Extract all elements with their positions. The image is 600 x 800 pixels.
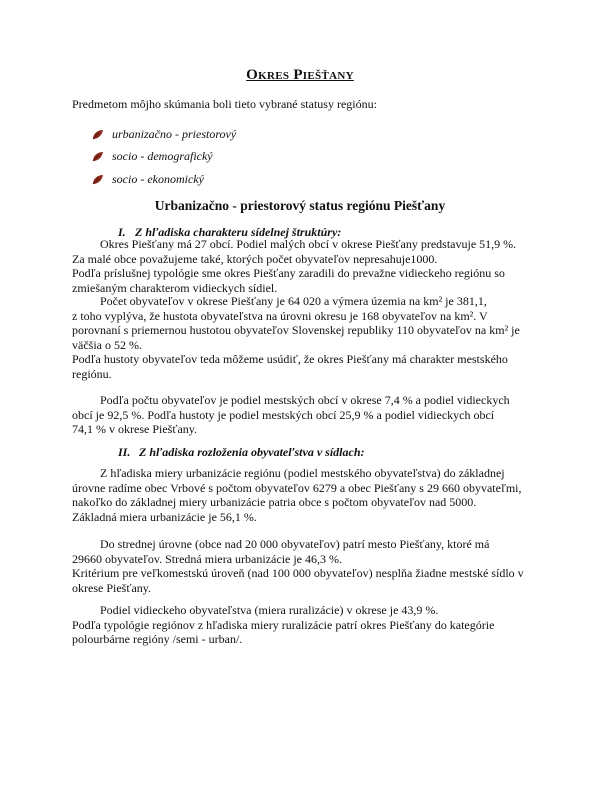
subsection-title: Z hľadiska rozloženia obyvateľstva v sídlach: — [139, 445, 365, 459]
bullet-text: urbanizačno - priestorový — [112, 126, 237, 141]
subsection-number: II. — [118, 445, 131, 459]
list-item — [92, 168, 236, 191]
list-item — [92, 123, 236, 146]
status-list — [92, 123, 236, 191]
leaf-bullet-icon — [92, 151, 104, 162]
intro-text: Predmetom môjho skúmania boli tieto vybrané statusy regiónu: — [72, 97, 377, 111]
subsection-heading-2 — [118, 445, 365, 460]
leaf-bullet-icon — [92, 129, 104, 140]
paragraph-6: Podiel vidieckeho obyvateľstva (miera ruralizácie) v okrese je 43,9 %. Podľa typológie regiónov z hľadiska miery ruralizácie patrí okres Piešťany do kategórie polourbárne regióny /semi - urban/. — [72, 603, 495, 647]
document-title: Okres Piešťany — [246, 67, 354, 83]
subsection-title: Z hľadiska charakteru sídelnej štruktúry: — [135, 225, 342, 239]
subsection-number: I. — [118, 225, 126, 239]
paragraph-4: Z hľadiska miery urbanizácie regiónu (podiel mestského obyvateľstva) do základnej úrovne radíme obec Vrbové s počtom obyvateľov 6279 a obec Piešťany s 29 660 obyvateľmi, nakoľko do základnej miery urbanizácie patria obce s počtom obyvateľov nad 5000. Základná miera urbanizácie je 56,1 %. — [72, 466, 522, 524]
paragraph-2: Počet obyvateľov v okrese Piešťany je 64 020 a výmera územia na km² je 381,1, z toho vyplýva, že hustota obyvateľstva na úrovni okresu je 168 obyvateľov na km². V porovnaní s priemernou hustotou obyvateľov Slovenskej republiky 110 obyvateľov na km² je väčšia o 52 %. Podľa hustoty obyvateľov teda môžeme usúdiť, že okres Piešťany má charakter mestského regiónu. — [72, 294, 520, 381]
section-heading: Urbanizačno - priestorový status regiónu Piešťany — [154, 198, 446, 213]
paragraph-1: Okres Piešťany má 27 obcí. Podiel malých obcí v okrese Piešťany predstavuje 51,9 %. Za malé obce považujeme také, ktorých počet obyvateľov nepresahuje1000. Podľa príslušnej typológie sme okres Piešťany zaradili do prevažne vidieckeho regiónu so zmiešaným charakterom vidieckych sídiel. — [72, 237, 517, 295]
leaf-bullet-icon — [92, 174, 104, 185]
paragraph-5: Do strednej úrovne (obce nad 20 000 obyvateľov) patrí mesto Piešťany, ktoré má 29660 obyvateľov. Stredná miera urbanizácie je 46,3 %. Kritérium pre veľkomestskú úroveň (nad 100 000 obyvateľov) nesplňa žiadne mestské sídlo v okrese Piešťany. — [72, 537, 524, 595]
paragraph-3: Podľa počtu obyvateľov je podiel mestských obcí v okrese 7,4 % a podiel vidieckych obcí je 92,5 %. Podľa hustoty je podiel mestských obcí 25,9 % a podiel vidieckych obcí 74,1 % v okrese Piešťany. — [72, 393, 510, 437]
list-item — [92, 146, 236, 169]
bullet-text: socio - ekonomický — [112, 171, 204, 186]
bullet-text: socio - demografický — [112, 149, 213, 164]
